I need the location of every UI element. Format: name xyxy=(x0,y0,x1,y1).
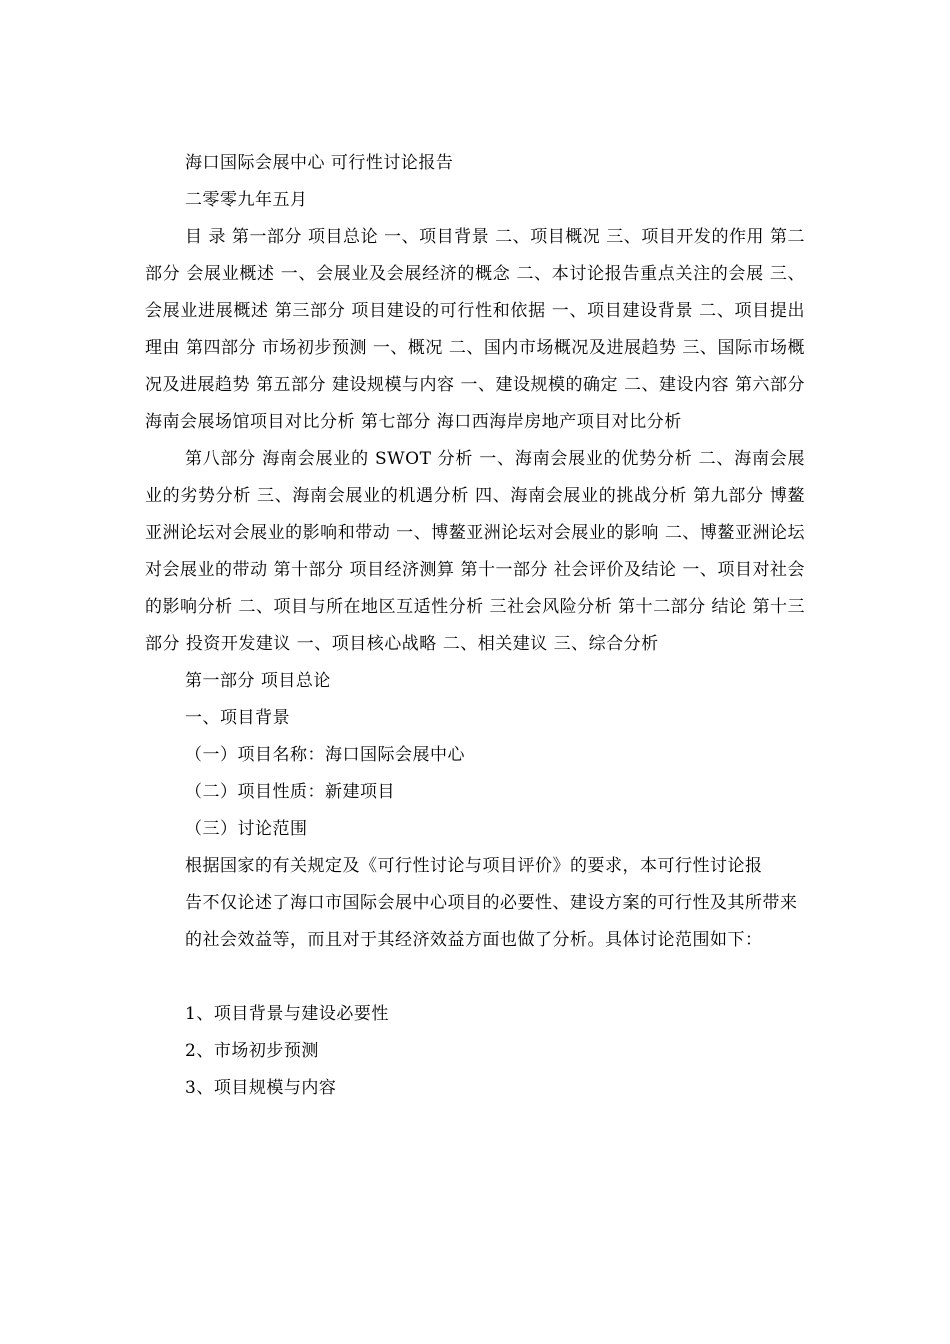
list-item: 3、项目规模与内容 xyxy=(185,1078,337,1098)
list-item: 2、市场初步预测 xyxy=(185,1041,319,1061)
item-project-nature: （二）项目性质：新建项目 xyxy=(185,782,395,802)
document-title: 海口国际会展中心 可行性讨论报告 xyxy=(185,153,454,173)
section1-heading: 一、项目背景 xyxy=(185,708,290,728)
table-of-contents-part1: 目 录 第一部分 项目总论 一、项目背景 二、项目概况 三、项目开发的作用 第二部分 会展业概述 一、会展业及会展经济的概念 二、本讨论报告重点关注的会展 三、会展业进展概述 第三部分 项目建设的可行性和依据 一、项目建设背景 二、项目提出理由 第四部分 市场初步预测 一、概况 二、国内市场概况及进展趋势 三、国际市场概况及进展趋势 第五部分 建设规模与内容 一、建设规模的确定 二、建设内容 第六部分 海南会展场馆项目对比分析 第七部分 海口西海岸房地产项目对比分析 xyxy=(145,227,805,432)
body-paragraph-1: 根据国家的有关规定及《可行性讨论与项目评价》的要求，本可行性讨论报 xyxy=(185,856,763,876)
spacer xyxy=(145,959,805,996)
list-item: 1、项目背景与建设必要性 xyxy=(185,1004,389,1024)
part1-heading: 第一部分 项目总论 xyxy=(185,671,331,691)
document-date: 二零零九年五月 xyxy=(185,190,308,210)
table-of-contents-part2: 第八部分 海南会展业的 SWOT 分析 一、海南会展业的优势分析 二、海南会展业的劣势分析 三、海南会展业的机遇分析 四、海南会展业的挑战分析 第九部分 博鳌亚洲论坛对会展业的影响和带动 一、博鳌亚洲论坛对会展业的影响 二、博鳌亚洲论坛对会展业的带动 第十部分 项目经济测算 第十一部分 社会评价及结论 一、项目对社会的影响分析 二、项目与所在地区互适性分析 三社会风险分析 第十二部分 结论 第十三部分 投资开发建议 一、项目核心战略 二、相关建议 三、综合分析 xyxy=(145,449,805,654)
item-research-scope: （三）讨论范围 xyxy=(185,819,308,839)
body-paragraph-2: 告不仅论述了海口市国际会展中心项目的必要性、建设方案的可行性及其所带来 xyxy=(185,893,798,913)
body-paragraph-3: 的社会效益等，而且对于其经济效益方面也做了分析。具体讨论范围如下： xyxy=(185,930,763,950)
document-page xyxy=(145,145,805,1107)
item-project-name: （一）项目名称：海口国际会展中心 xyxy=(185,745,465,765)
